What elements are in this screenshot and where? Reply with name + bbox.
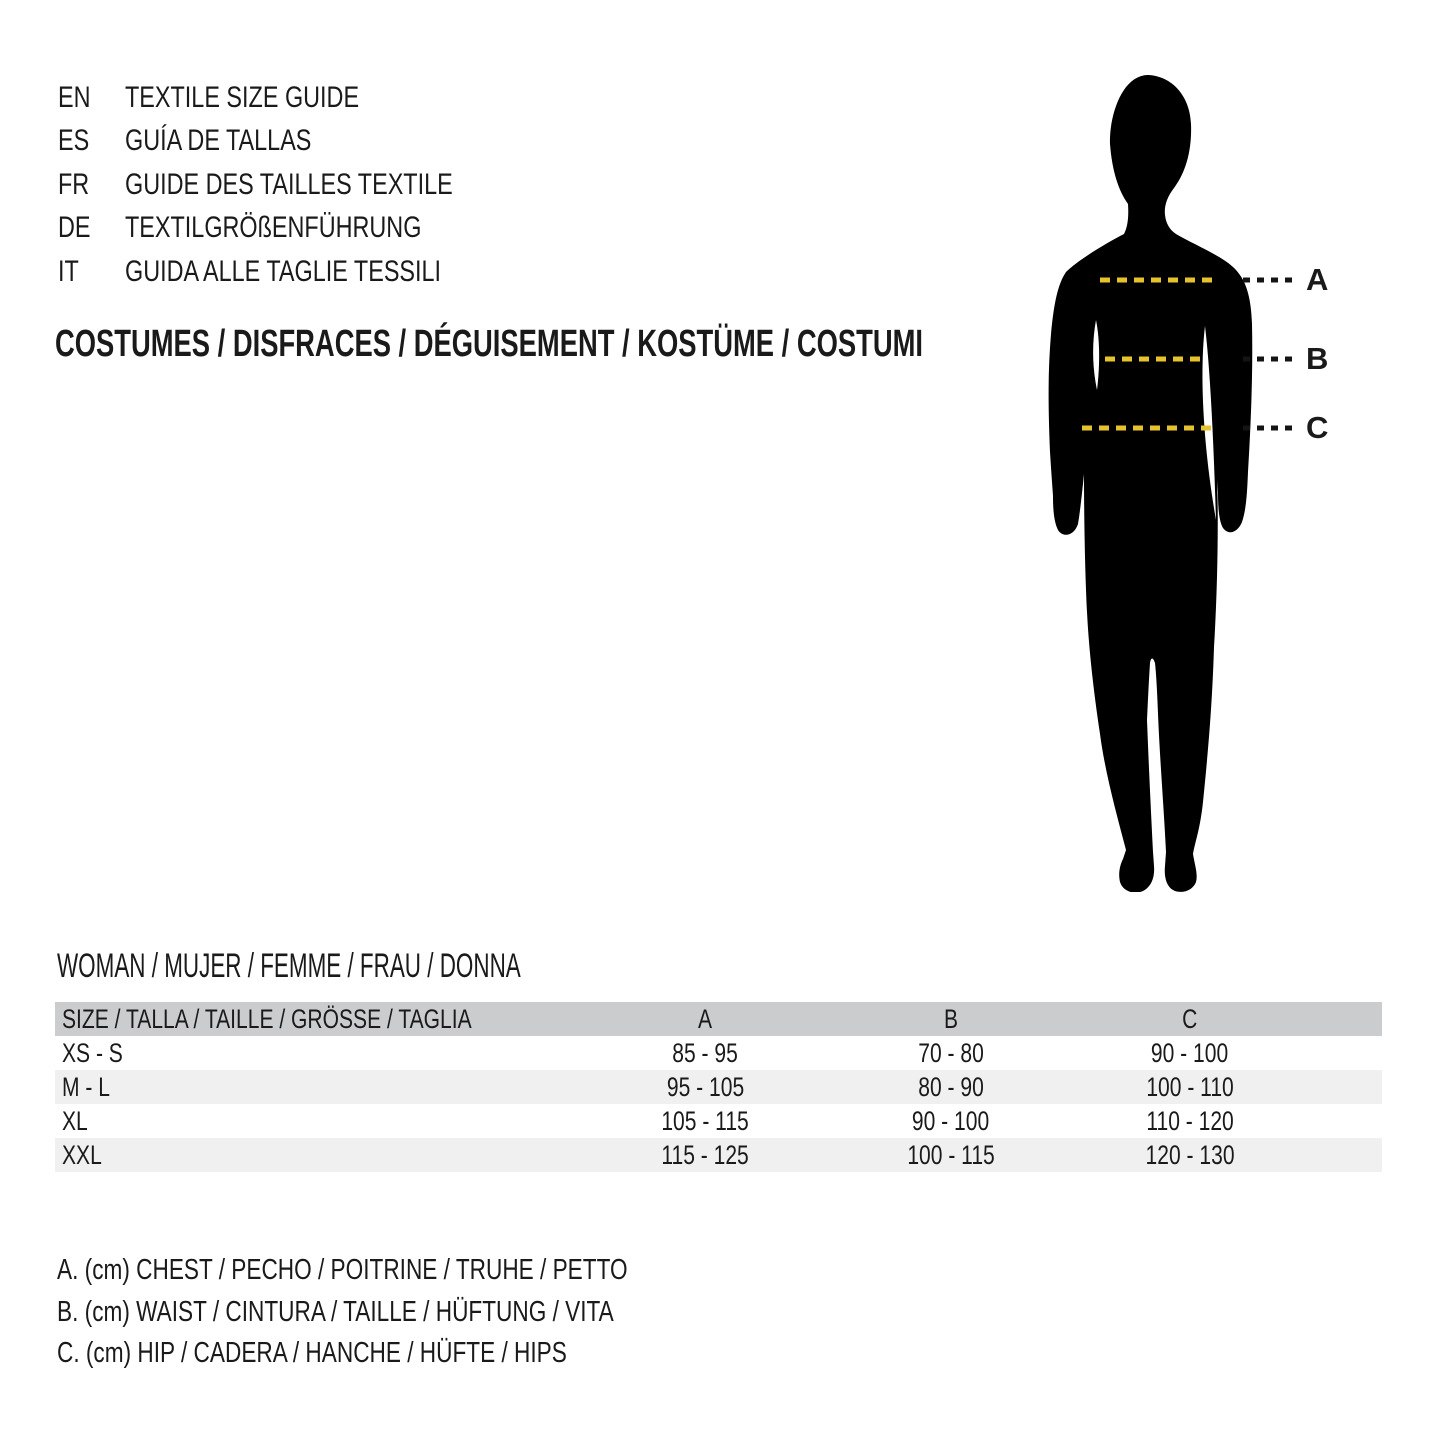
table-row [55, 1138, 1382, 1172]
language-guide-list [58, 76, 545, 294]
language-code: DE [58, 211, 91, 245]
column-header-c: C [1181, 1004, 1198, 1034]
guide-title: GUIDA ALLE TAGLIE TESSILI [125, 254, 442, 288]
list-item [58, 250, 545, 294]
list-item [58, 76, 545, 120]
hip-range-cell: 120 - 130 [1145, 1140, 1235, 1170]
guide-title: GUÍA DE TALLAS [125, 124, 312, 158]
chest-range-cell: 95 - 105 [666, 1072, 744, 1102]
measure-label-a: A [1306, 262, 1329, 297]
column-header-size: SIZE / TALLA / TAILLE / GRÖSSE / TAGLIA [62, 1004, 472, 1034]
hip-range-cell: 100 - 110 [1145, 1072, 1234, 1102]
measurement-legend [57, 1250, 789, 1375]
size-cell: XXL [62, 1140, 102, 1170]
guide-title: TEXTILE SIZE GUIDE [125, 80, 360, 114]
waist-range-cell: 100 - 115 [907, 1140, 995, 1170]
column-header-b: B [943, 1004, 958, 1034]
woman-silhouette-graphic [1008, 72, 1308, 892]
list-item [58, 163, 545, 207]
table-row [55, 1070, 1382, 1104]
column-header-a: A [698, 1004, 713, 1034]
measure-label-c: C [1306, 410, 1329, 445]
language-code: EN [58, 80, 91, 114]
waist-range-cell: 90 - 100 [912, 1106, 990, 1136]
waist-range-cell: 70 - 80 [917, 1038, 984, 1068]
table-row [55, 1036, 1382, 1070]
chest-range-cell: 115 - 125 [661, 1140, 749, 1170]
list-item [58, 207, 545, 251]
language-code: IT [58, 254, 79, 288]
measure-label-b: B [1306, 341, 1329, 376]
list-item [58, 120, 545, 164]
hip-range-cell: 90 - 100 [1150, 1038, 1229, 1068]
size-cell: M - L [62, 1072, 110, 1102]
chest-range-cell: 105 - 115 [661, 1106, 749, 1136]
legend-line-chest: A. (cm) CHEST / PECHO / POITRINE / TRUHE / PETTO [57, 1254, 628, 1286]
size-cell: XS - S [62, 1038, 123, 1068]
table-row [55, 1104, 1382, 1138]
guide-title: GUIDE DES TAILLES TEXTILE [125, 167, 453, 201]
chest-range-cell: 85 - 95 [672, 1038, 739, 1068]
category-heading: COSTUMES / DISFRACES / DÉGUISEMENT / KOSTÜME / COSTUMI [55, 323, 923, 365]
silhouette-body [1049, 75, 1253, 892]
language-code: FR [58, 167, 90, 201]
legend-line-waist: B. (cm) WAIST / CINTURA / TAILLE / HÜFTUNG / VITA [57, 1295, 614, 1328]
waist-range-cell: 80 - 90 [917, 1072, 984, 1102]
legend-line-hip: C. (cm) HIP / CADERA / HANCHE / HÜFTE / HIPS [57, 1337, 567, 1369]
guide-title: TEXTILGRÖßENFÜHRUNG [125, 211, 422, 245]
section-heading-woman: WOMAN / MUJER / FEMME / FRAU / DONNA [57, 947, 521, 985]
size-cell: XL [62, 1106, 88, 1136]
size-table [55, 1002, 1382, 1172]
language-code: ES [58, 124, 90, 158]
table-header-row [55, 1002, 1382, 1036]
hip-range-cell: 110 - 120 [1145, 1106, 1234, 1136]
